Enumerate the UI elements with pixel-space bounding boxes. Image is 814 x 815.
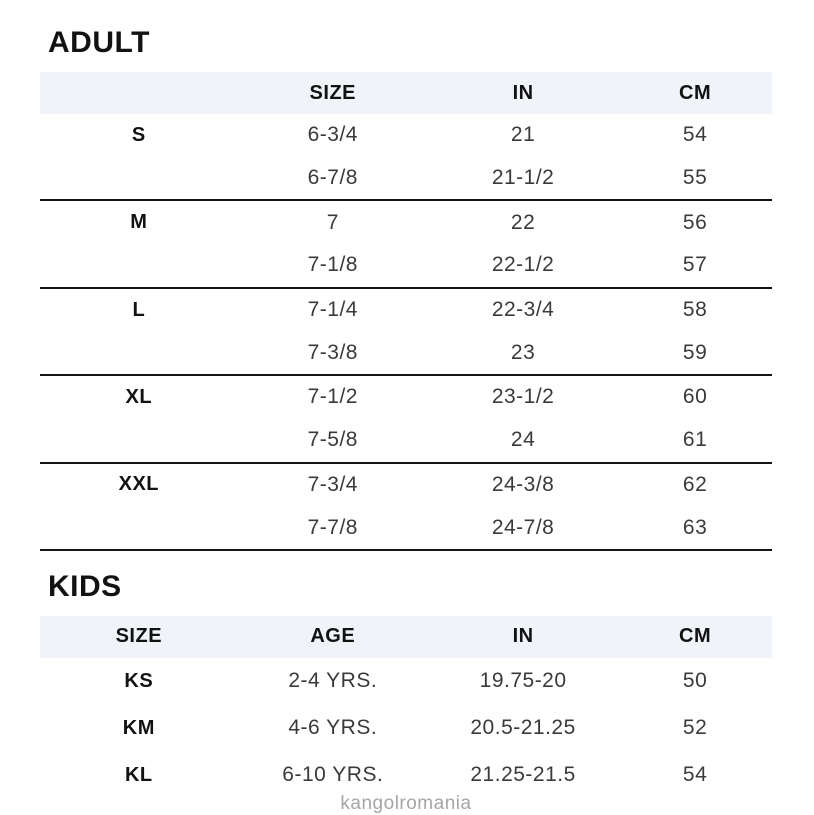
cm-value-cell: 58 — [682, 298, 708, 322]
table-row — [40, 464, 772, 507]
table-row — [40, 376, 772, 419]
size-value-cell: 7-1/8 — [307, 253, 358, 277]
table-row — [40, 157, 772, 200]
in-value-cell: 24-3/8 — [491, 472, 555, 496]
kids-size-table — [40, 616, 772, 799]
table-row — [40, 289, 772, 332]
cm-value-cell: 54 — [682, 123, 708, 147]
size-label-cell: S — [131, 123, 146, 146]
adult-header-in: IN — [512, 81, 534, 104]
adult-size-table — [40, 72, 772, 551]
size-value-cell: 6-7/8 — [307, 166, 358, 190]
cm-value-cell: 57 — [682, 253, 708, 277]
kids-section-title: KIDS — [48, 569, 122, 603]
size-label-cell: KS — [124, 669, 154, 692]
cm-value-cell: 52 — [682, 716, 708, 740]
cm-value-cell: 56 — [682, 210, 708, 234]
in-value-cell: 21.25-21.5 — [470, 763, 576, 787]
in-value-cell: 22-1/2 — [491, 253, 555, 277]
in-value-cell: 24-7/8 — [491, 515, 555, 539]
age-value-cell: 2-4 YRS. — [288, 669, 378, 693]
size-value-cell: 6-3/4 — [307, 123, 358, 147]
cm-value-cell: 55 — [682, 166, 708, 190]
in-value-cell: 22 — [510, 210, 536, 234]
in-value-cell: 20.5-21.25 — [470, 716, 576, 740]
size-value-cell: 7-1/2 — [307, 385, 358, 409]
adult-size-group-m — [40, 199, 772, 286]
size-value-cell: 7-7/8 — [307, 515, 358, 539]
cm-value-cell: 60 — [682, 385, 708, 409]
kids-header-in: IN — [512, 625, 534, 648]
kids-header-size: SIZE — [115, 625, 163, 648]
adult-section-title: ADULT — [48, 26, 150, 59]
in-value-cell: 19.75-20 — [479, 669, 567, 693]
age-value-cell: 6-10 YRS. — [282, 763, 384, 787]
table-row — [40, 244, 772, 287]
in-value-cell: 23-1/2 — [491, 385, 555, 409]
cm-value-cell: 50 — [682, 669, 708, 693]
kids-header-age: AGE — [310, 625, 356, 648]
size-label-cell: L — [132, 298, 146, 321]
age-value-cell: 4-6 YRS. — [288, 716, 378, 740]
size-value-cell: 7-1/4 — [307, 298, 358, 322]
size-label-cell: KM — [122, 716, 155, 739]
in-value-cell: 21-1/2 — [491, 166, 555, 190]
adult-header-size: SIZE — [309, 81, 356, 104]
table-row — [40, 419, 772, 462]
watermark-text: kangolromania — [340, 792, 472, 814]
adult-size-group-xl — [40, 374, 772, 461]
table-row — [40, 658, 772, 705]
cm-value-cell: 63 — [682, 515, 708, 539]
cm-value-cell: 61 — [682, 428, 708, 452]
size-value-cell: 7-5/8 — [307, 428, 358, 452]
cm-value-cell: 54 — [682, 763, 708, 787]
size-label-cell: XXL — [118, 473, 160, 496]
size-value-cell: 7-3/4 — [307, 472, 358, 496]
kids-table-header-row — [40, 616, 772, 658]
kids-header-cm: CM — [679, 625, 712, 648]
in-value-cell: 22-3/4 — [491, 298, 555, 322]
adult-table-header-row — [40, 72, 772, 114]
size-value-cell: 7-3/8 — [307, 340, 358, 364]
adult-size-group-l — [40, 287, 772, 374]
table-row — [40, 201, 772, 244]
table-row — [40, 506, 772, 549]
table-row — [40, 752, 772, 799]
cm-value-cell: 59 — [682, 340, 708, 364]
in-value-cell: 24 — [510, 428, 536, 452]
adult-size-group-s — [40, 114, 772, 199]
size-label-cell: XL — [125, 385, 153, 408]
adult-size-group-xxl — [40, 462, 772, 549]
size-value-cell: 7 — [326, 210, 339, 234]
in-value-cell: 21 — [510, 123, 536, 147]
cm-value-cell: 62 — [682, 472, 708, 496]
table-row — [40, 114, 772, 157]
size-label-cell: KL — [124, 763, 153, 786]
size-label-cell: M — [130, 211, 148, 234]
table-row — [40, 705, 772, 752]
adult-header-cm: CM — [679, 81, 712, 104]
in-value-cell: 23 — [510, 340, 536, 364]
table-row — [40, 331, 772, 374]
